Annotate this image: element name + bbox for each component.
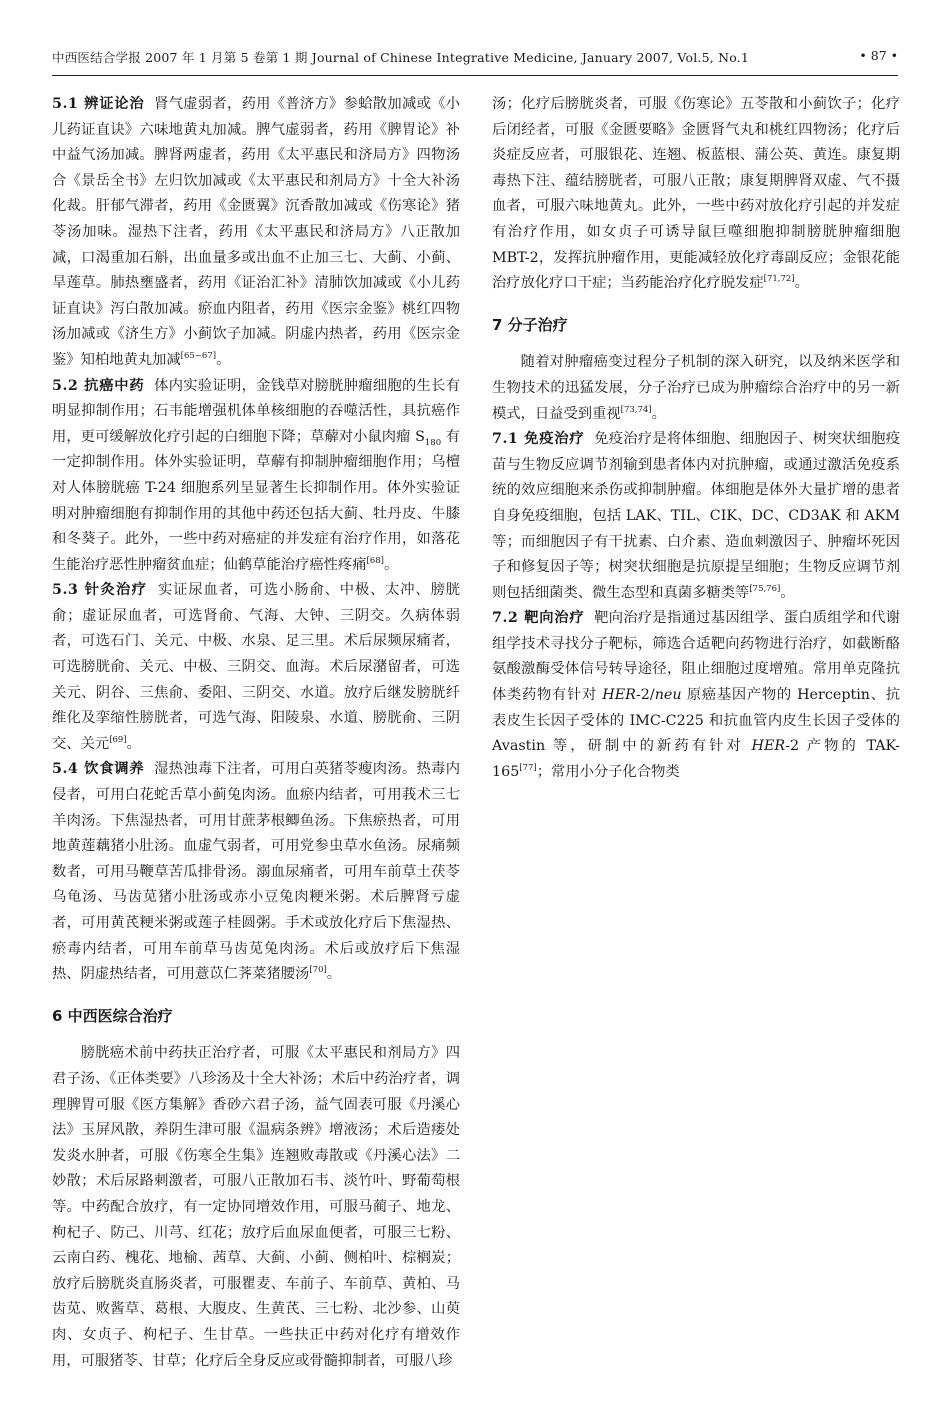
citation-ref: [68] (366, 555, 384, 566)
left-column (52, 92, 460, 1374)
citation-ref: [70] (309, 965, 327, 976)
paragraph-7-1: 7.1 免疫治疗 免疫治疗是将体细胞、细胞因子、树突状细胞疫苗与生物反应调节剂输到患者体内对抗肿瘤，或通过激活免疫系统的效应细胞来杀伤或抑制肿瘤。体细胞是体外大量扩增的患者自身免疫细胞，包括 LAK、TIL、CIK、DC、CD3AK 和 AKM 等；而细胞因子有干扰素、白介素、造血刺激因子、肿瘤坏死因子和修复因子等；树突状细胞是抗原提呈细胞；生物反应调节剂则包括细菌类、微生态型和真菌多糖类等[75,76]。 (492, 431, 900, 601)
paragraph-7-intro: 随着对肿瘤癌变过程分子机制的深入研究，以及纳米医学和生物技术的迅猛发展，分子治疗已成为肿瘤综合治疗中的另一新模式，日益受到重视[73,74]。 (492, 354, 900, 422)
paragraph-5-4: 5.4 饮食调养 湿热浊毒下注者，可用白英猪苓瘦肉汤。热毒内侵者，可用白花蛇舌草小蓟兔肉汤。血瘀内结者，可用莪术三七羊肉汤。下焦湿热者，可用甘蔗茅根鲫鱼汤。下焦瘀热者，可用地黄莲藕猪小肚汤。血虚气弱者，可用党参虫草水鱼汤。尿痛频数者，可用马鞭草苦瓜排骨汤。溺血尿痛者，可用车前草土茯苓乌龟汤、马齿苋猪小肚汤或赤小豆兔肉粳米粥。术后脾肾亏虚者，可用黄芪粳米粥或莲子桂圆粥。手术或放化疗后下焦湿热、瘀毒内结者，可用车前草马齿苋兔肉汤。术后或放疗后下焦湿热、阴虚热结者，可用薏苡仁荠菜猪腰汤[70]。 (52, 761, 460, 983)
journal-citation: 中西医结合学报 2007 年 1 月第 5 卷第 1 期 Journal of Chinese Integrative Medicine, January 2007, Vol.5, No.1 (52, 50, 750, 65)
paragraph-7-2 (492, 606, 900, 785)
subscript: 180 (424, 437, 442, 448)
paragraph-text: 靶向治疗是指通过基因组学、蛋白质组学和代谢组学技术寻找分子靶标，筛选合适靶向药物进行治疗，如截断酪氨酸激酶受体信号转导途径，阻止细胞过度增殖。常用单克隆抗体类药物有针对 (492, 610, 900, 704)
header-rule (52, 75, 898, 76)
paragraph-text: ；常用小分子化合物类 (536, 763, 680, 780)
paragraph-text: 汤；化疗后膀胱炎者，可服《伤寒论》五苓散和小蓟饮子；化疗后闭经者，可服《金匮要略》金匮肾气丸和桃红四物汤；化疗后炎症反应者，可服银花、连翘、板蓝根、蒲公英、黄连。康复期毒热下注、蕴结膀胱者，可服八正散；康复期脾肾双虚、气不摄血者，可服六味地黄丸。此外，一些中药对放化疗引起的并发症有治疗作用，如女贞子可诱导鼠巨噬细胞抑制膀胱肿瘤细胞 MBT-2，发挥抗肿瘤作用，更能减轻放化疗毒副反应；金银花能治疗放化疗口干症；当药能治疗化疗脱发症 (492, 96, 900, 292)
paragraph-text: 肾气虚弱者，药用《普济方》参蛤散加减或《小儿药证直诀》六味地黄丸加减。脾气虚弱者，药用《脾胃论》补中益气汤加减。脾肾两虚者，药用《太平惠民和济局方》四物汤合《景岳全书》左归饮加减或《太平惠民和剂局方》十全大补汤化裁。肝郁气滞者，药用《金匮翼》沉香散加减或《伤寒论》猪苓汤加味。湿热下注者，药用《太平惠民和济局方》八正散加减，口渴重加石斛，出血量多或出血不止加三七、大蓟、小蓟、旱莲草。肺热壅盛者，药用《证治汇补》清肺饮加减或《小儿药证直诀》泻白散加减。瘀血内阻者，药用《医宗金鉴》桃红四物汤加减或《济生方》小蓟饮子加减。阴虚内热者，药用《医宗金鉴》知柏地黄丸加减 (52, 96, 460, 368)
paragraph-text: 有一定抑制作用。体外实验证明，草薢有抑制肿瘤细胞作用；乌檀对人体膀胱癌 T-24 细胞系列呈显著生长抑制作用。体外实验证明对肿瘤细胞有抑制作用的其他中药还包括大蓟、牡丹皮、牛膝和冬葵子。此外，一些中药对癌症的并发症有治疗作用，如落花生能治疗恶性肿瘤贫血症；仙鹤草能治疗癌性疼痛 (52, 428, 460, 573)
paragraph-text: 湿热浊毒下注者，可用白英猪苓瘦肉汤。热毒内侵者，可用白花蛇舌草小蓟兔肉汤。血瘀内结者，可用莪术三七羊肉汤。下焦湿热者，可用甘蔗茅根鲫鱼汤。下焦瘀热者，可用地黄莲藕猪小肚汤。血虚气弱者，可用党参虫草水鱼汤。尿痛频数者，可用马鞭草苦瓜排骨汤。溺血尿痛者，可用车前草土茯苓乌龟汤、马齿苋猪小肚汤或赤小豆兔肉粳米粥。术后脾肾亏虚者，可用黄芪粳米粥或莲子桂圆粥。手术或放化疗后下焦湿热、瘀毒内结者，可用车前草马齿苋兔肉汤。术后或放疗后下焦湿热、阴虚热结者，可用薏苡仁荠菜猪腰汤 (52, 761, 460, 983)
paragraph-text: -2/ (635, 687, 655, 704)
paragraph-text: 原癌基因产物的 Herceptin、抗表皮生长因子受体的 IMC-C225 和抗血管内皮生长因子受体的 Avastin 等，研制中的新药有针对 (492, 687, 900, 755)
section-label: 7.2 靶向治疗 (492, 610, 585, 627)
section-label: 7.1 免疫治疗 (492, 431, 585, 448)
paragraph-6 (52, 1041, 460, 1374)
gene-name: neu (654, 687, 682, 704)
section-label: 5.3 针灸治疗 (52, 582, 148, 599)
gene-name: HER (602, 687, 636, 704)
citation-ref: [75,76] (749, 583, 781, 594)
paragraph-text: 免疫治疗是将体细胞、细胞因子、树突状细胞疫苗与生物反应调节剂输到患者体内对抗肿瘤，或通过激活免疫系统的效应细胞来杀伤或抑制肿瘤。体细胞是体外大量扩增的患者自身免疫细胞，包括 LAK、TIL、CIK、DC、CD3AK 和 AKM 等；而细胞因子有干扰素、白介素、造血刺激因子、肿瘤坏死因子和修复因子等；树突状细胞是抗原提呈细胞；生物反应调节剂则包括细菌类、微生态型和真菌多糖类等 (492, 431, 900, 601)
section-label: 5.1 辨证论治 (52, 96, 145, 112)
page-number: • 87 • (859, 48, 898, 63)
paragraph-text: 随着对肿瘤癌变过程分子机制的深入研究，以及纳米医学和生物技术的迅猛发展，分子治疗已成为肿瘤综合治疗中的另一新模式，日益受到重视 (492, 354, 900, 422)
citation-ref: [65~67] (180, 351, 217, 362)
paragraph-text: 体内实验证明，金钱草对膀胱肿瘤细胞的生长有明显抑制作用；石韦能增强机体单核细胞的吞噬活性，具抗癌作用，更可缓解放化疗引起的白细胞下降；草薢对小鼠肉瘤 S (52, 377, 460, 445)
citation-ref: [71,72] (763, 274, 795, 285)
paragraph-6-continued: 汤；化疗后膀胱炎者，可服《伤寒论》五苓散和小蓟饮子；化疗后闭经者，可服《金匮要略》金匮肾气丸和桃红四物汤；化疗后炎症反应者，可服银花、连翘、板蓝根、蒲公英、黄连。康复期毒热下注、蕴结膀胱者，可服八正散；康复期脾肾双虚、气不摄血者，可服六味地黄丸。此外，一些中药对放化疗引起的并发症有治疗作用，如女贞子可诱导鼠巨噬细胞抑制膀胱肿瘤细胞 MBT-2，发挥抗肿瘤作用，更能减轻放化疗毒副反应；金银花能治疗放化疗口干症；当药能治疗化疗脱发症[71,72]。 (492, 96, 900, 292)
section-7-heading: 7 分子治疗 (492, 315, 568, 334)
paragraph-5-1: 5.1 辨证论治 肾气虚弱者，药用《普济方》参蛤散加减或《小儿药证直诀》六味地黄丸加减。脾气虚弱者，药用《脾胃论》补中益气汤加减。脾肾两虚者，药用《太平惠民和济局方》四物汤合《景岳全书》左归饮加减或《太平惠民和剂局方》十全大补汤化裁。肝郁气滞者，药用《金匮翼》沉香散加减或《伤寒论》猪苓汤加味。湿热下注者，药用《太平惠民和济局方》八正散加减，口渴重加石斛，出血量多或出血不止加三七、大蓟、小蓟、旱莲草。肺热壅盛者，药用《证治汇补》清肺饮加减或《小儿药证直诀》泻白散加减。瘀血内阻者，药用《医宗金鉴》桃红四物汤加减或《济生方》小蓟饮子加减。阴虚内热者，药用《医宗金鉴》知柏地黄丸加减[65~67]。 (52, 96, 460, 368)
paragraph-text: -2 产物的 TAK-165 (492, 738, 900, 780)
paragraph-text: 实证尿血者，可选小肠俞、中极、太冲、膀胱俞；虚证尿血者，可选肾俞、气海、大钟、三阴交。久病体弱者，可选石门、关元、中极、水泉、足三里。术后尿频尿痛者，可选膀胱俞、关元、中极、三阴交、血海。术后尿潴留者，可选关元、阴谷、三焦俞、委阳、三阴交、水道。放疗后继发膀胱纤维化及挛缩性膀胱者，可选气海、阳陵泉、水道、膀胱俞、三阴交、关元 (52, 582, 461, 752)
right-column (492, 92, 900, 785)
section-label: 5.2 抗癌中药 (52, 377, 145, 394)
running-header (52, 48, 898, 70)
section-6-heading: 6 中西医综合治疗 (52, 1006, 173, 1025)
paragraph-5-3: 5.3 针灸治疗 实证尿血者，可选小肠俞、中极、太冲、膀胱俞；虚证尿血者，可选肾俞、气海、大钟、三阴交。久病体弱者，可选石门、关元、中极、水泉、足三里。术后尿频尿痛者，可选膀胱俞、关元、中极、三阴交、血海。术后尿潴留者，可选关元、阴谷、三焦俞、委阳、三阴交、水道。放疗后继发膀胱纤维化及挛缩性膀胱者，可选气海、阳陵泉、水道、膀胱俞、三阴交、关元[69]。 (52, 582, 461, 752)
paragraph-text: 膀胱癌术前中药扶正治疗者，可服《太平惠民和剂局方》四君子汤、《正体类要》八珍汤及十全大补汤；术后中药治疗者，调理脾胃可服《医方集解》香砂六君子汤，益气固表可服《丹溪心法》玉屏风散，养阴生津可服《温病条辨》增液汤；术后造瘘处发炎水肿者，可服《伤寒全生集》连翘败毒散或《丹溪心法》二妙散；术后尿路刺激者，可服八正散加石韦、淡竹叶、野葡萄根等。中药配合放疗，有一定协同增效作用，可服马蔺子、地龙、枸杞子、防己、川芎、红花；放疗后血尿血便者，可服三七粉、云南白药、槐花、地榆、茜草、大蓟、小蓟、侧柏叶、棕榈炭；放疗后膀胱炎直肠炎者，可服瞿麦、车前子、车前草、黄柏、马齿苋、败酱草、葛根、大腹皮、生黄芪、三七粉、北沙参、山萸肉、女贞子、枸杞子、生甘草。一些扶正中药对化疗有增效作用，可服猪苓、甘草；化疗后全身反应或骨髓抑制者，可服八珍 (52, 1045, 460, 1369)
gene-name: HER (751, 738, 786, 755)
paragraph-5-2: 5.2 抗癌中药 体内实验证明，金钱草对膀胱肿瘤细胞的生长有明显抑制作用；石韦能增强机体单核细胞的吞噬活性，具抗癌作用，更可缓解放化疗引起的白细胞下降；草薢对小鼠肉瘤 $S_{180}$ 有一定抑制作用。体外实验证明，草薢有抑制肿瘤细胞作用；乌檀对人体膀胱癌 T-24 细胞系列呈显著生长抑制作用。体外实验证明对肿瘤细胞有抑制作用的其他中药还包括大蓟、牡丹皮、牛膝和冬葵子。此外，一些中药对癌症的并发症有治疗作用，如落花生能治疗恶性肿瘤贫血症；仙鹤草能治疗癌性疼痛[68]。 (52, 377, 460, 573)
citation-ref: [73,74] (620, 404, 652, 415)
section-label: 5.4 饮食调养 (52, 761, 145, 778)
citation-ref: [77] (519, 763, 537, 774)
citation-ref: [69] (109, 735, 127, 746)
